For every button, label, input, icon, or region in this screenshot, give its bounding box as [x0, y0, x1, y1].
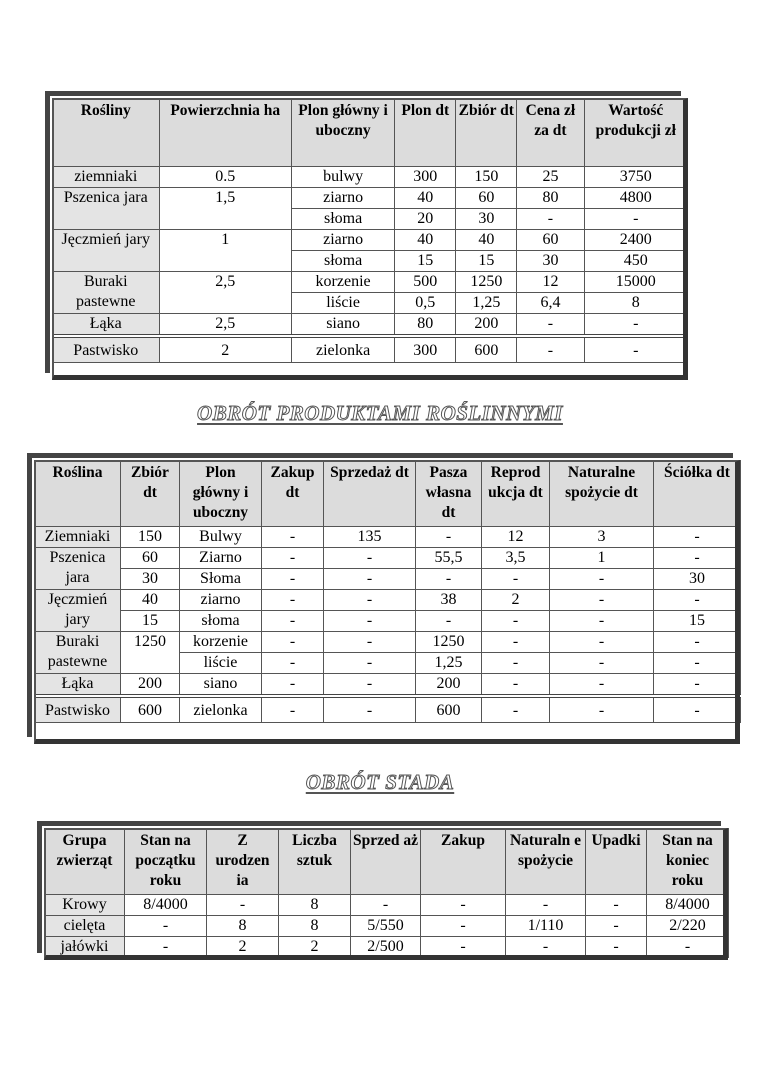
- header-cell: Plon główny i uboczny: [291, 99, 394, 167]
- table-cell: 500: [395, 272, 456, 293]
- table-cell: -: [207, 895, 279, 916]
- table-cell: 2: [207, 937, 279, 958]
- header-cell: Stan na początku roku: [125, 829, 207, 895]
- table-cell: -: [421, 895, 506, 916]
- table-cell: 2: [159, 336, 291, 362]
- table-cell: 8: [279, 916, 351, 937]
- header-cell: Rośliny: [53, 99, 160, 167]
- table-cell: -: [654, 653, 741, 674]
- table-cell: 8: [279, 895, 351, 916]
- table-cell: 4800: [584, 188, 687, 209]
- table-cell: ziarno: [291, 188, 394, 209]
- table-cell: -: [584, 336, 687, 362]
- header-cell: Roślina: [35, 461, 121, 527]
- table-cell: 60: [517, 230, 584, 251]
- crop-turnover-table: [34, 460, 741, 723]
- table-header-row: [45, 829, 729, 895]
- table-cell: 38: [416, 590, 482, 611]
- header-cell: Naturaln e spożycie: [506, 829, 586, 895]
- table-row: [35, 611, 741, 632]
- table-cell: 600: [121, 696, 180, 722]
- crop-name: Łąka: [53, 314, 160, 337]
- header-cell: Sprzedaż dt: [324, 461, 416, 527]
- table-cell: 2/220: [647, 916, 729, 937]
- table-cell: -: [262, 696, 324, 722]
- table-cell: 30: [456, 209, 517, 230]
- table-header-row: [53, 99, 688, 167]
- table-cell: 12: [517, 272, 584, 293]
- table-cell: 3750: [584, 167, 687, 188]
- table-cell: 1: [159, 230, 291, 272]
- table-cell: -: [416, 569, 482, 590]
- header-cell: Plon główny i uboczny: [180, 461, 262, 527]
- table-row: [35, 696, 741, 722]
- table-cell: 20: [395, 209, 456, 230]
- table-cell: -: [262, 653, 324, 674]
- table-cell: -: [654, 674, 741, 697]
- table-cell: -: [262, 527, 324, 548]
- header-cell: Stan na koniec roku: [647, 829, 729, 895]
- table-cell: 80: [395, 314, 456, 337]
- table-cell: -: [506, 895, 586, 916]
- table-cell: 1,5: [159, 188, 291, 230]
- table-cell: słoma: [180, 611, 262, 632]
- table-cell: Słoma: [180, 569, 262, 590]
- crop-turnover-table-frame: [34, 460, 740, 744]
- table-cell: 30: [654, 569, 741, 590]
- table-cell: 40: [121, 590, 180, 611]
- table-cell: 2: [279, 937, 351, 958]
- table-cell: 1/110: [506, 916, 586, 937]
- table-row: [35, 632, 741, 653]
- table-cell: -: [482, 611, 550, 632]
- header-cell: Zakup: [421, 829, 506, 895]
- header-cell: Naturalne spożycie dt: [550, 461, 654, 527]
- table-cell: 150: [456, 167, 517, 188]
- table-cell: 2,5: [159, 314, 291, 337]
- table-row: [45, 937, 729, 958]
- table-row: [53, 314, 688, 337]
- table-cell: 8: [584, 293, 687, 314]
- header-cell: Grupa zwierząt: [45, 829, 125, 895]
- header-cell: Upadki: [586, 829, 647, 895]
- table-cell: 25: [517, 167, 584, 188]
- table-cell: -: [324, 653, 416, 674]
- table-cell: -: [654, 548, 741, 569]
- table-cell: -: [550, 632, 654, 653]
- table-cell: -: [324, 611, 416, 632]
- table-cell: bulwy: [291, 167, 394, 188]
- table-cell: korzenie: [291, 272, 394, 293]
- table-row: [53, 336, 688, 362]
- table-cell: 8/4000: [647, 895, 729, 916]
- crop-name: Jęczmień jary: [35, 590, 121, 632]
- table-cell: 0,5: [395, 293, 456, 314]
- table-cell: 30: [121, 569, 180, 590]
- table-cell: -: [324, 632, 416, 653]
- header-cell: Pasza własna dt: [416, 461, 482, 527]
- table-cell: 300: [395, 167, 456, 188]
- table-cell: 8/4000: [125, 895, 207, 916]
- table-cell: Ziarno: [180, 548, 262, 569]
- table-cell: 300: [395, 336, 456, 362]
- table-row: [45, 916, 729, 937]
- header-cell: Zbiór dt: [121, 461, 180, 527]
- table-cell: 8: [207, 916, 279, 937]
- crop-name: Pastwisko: [53, 336, 160, 362]
- table-cell: -: [584, 314, 687, 337]
- table-cell: -: [586, 937, 647, 958]
- table-cell: 15: [395, 251, 456, 272]
- table-cell: 40: [456, 230, 517, 251]
- table-cell: 15000: [584, 272, 687, 293]
- table-cell: 40: [395, 230, 456, 251]
- table-cell: 15: [654, 611, 741, 632]
- table-cell: -: [647, 937, 729, 958]
- table-cell: -: [482, 569, 550, 590]
- table-cell: -: [482, 653, 550, 674]
- table-cell: 60: [121, 548, 180, 569]
- table-cell: 6,4: [517, 293, 584, 314]
- table-cell: -: [586, 916, 647, 937]
- crops-table: [52, 98, 688, 363]
- table-cell: -: [416, 611, 482, 632]
- table-cell: 2: [482, 590, 550, 611]
- table-cell: -: [654, 696, 741, 722]
- table-cell: -: [416, 527, 482, 548]
- crop-name: Łąka: [35, 674, 121, 697]
- table-cell: 15: [456, 251, 517, 272]
- table-cell: 1,25: [416, 653, 482, 674]
- table-cell: 600: [456, 336, 517, 362]
- table-cell: -: [550, 590, 654, 611]
- table-cell: -: [125, 937, 207, 958]
- table-cell: słoma: [291, 209, 394, 230]
- table-cell: -: [586, 895, 647, 916]
- table-cell: -: [324, 674, 416, 697]
- table-row: [53, 188, 688, 209]
- crop-name: Pszenica jara: [35, 548, 121, 590]
- header-cell: Cena zł za dt: [517, 99, 584, 167]
- crop-name: Jęczmień jary: [53, 230, 160, 272]
- table-cell: 80: [517, 188, 584, 209]
- header-cell: Zakup dt: [262, 461, 324, 527]
- table-cell: 2,5: [159, 272, 291, 314]
- table-cell: -: [421, 937, 506, 958]
- herd-turnover-table: [44, 828, 729, 958]
- table-cell: ziarno: [291, 230, 394, 251]
- animal-group-name: cielęta: [45, 916, 125, 937]
- crop-name: Buraki pastewne: [35, 632, 121, 674]
- header-cell: Powierzchnia ha: [159, 99, 291, 167]
- table-cell: 1250: [416, 632, 482, 653]
- table-cell: -: [550, 696, 654, 722]
- table-cell: -: [654, 632, 741, 653]
- table-cell: 200: [456, 314, 517, 337]
- table-cell: słoma: [291, 251, 394, 272]
- table-cell: ziarno: [180, 590, 262, 611]
- crop-name: ziemniaki: [53, 167, 160, 188]
- table-cell: -: [550, 611, 654, 632]
- table-cell: -: [262, 632, 324, 653]
- table-cell: zielonka: [180, 696, 262, 722]
- table-cell: -: [550, 569, 654, 590]
- table-cell: 200: [416, 674, 482, 697]
- animal-group-name: jałówki: [45, 937, 125, 958]
- table-cell: -: [517, 336, 584, 362]
- crop-name: Pszenica jara: [53, 188, 160, 230]
- header-cell: Sprzed aż: [351, 829, 421, 895]
- table-row: [35, 569, 741, 590]
- table-cell: 15: [121, 611, 180, 632]
- table-row: [53, 272, 688, 293]
- table-cell: 12: [482, 527, 550, 548]
- table-cell: 1: [550, 548, 654, 569]
- table-cell: 30: [517, 251, 584, 272]
- table-cell: -: [421, 916, 506, 937]
- table-cell: -: [654, 527, 741, 548]
- table-row: [35, 674, 741, 697]
- crop-name: Buraki pastewne: [53, 272, 160, 314]
- table-cell: 0.5: [159, 167, 291, 188]
- table-cell: -: [324, 590, 416, 611]
- table-cell: -: [517, 314, 584, 337]
- header-cell: Wartość produkcji zł: [584, 99, 687, 167]
- animal-group-name: Krowy: [45, 895, 125, 916]
- table-cell: -: [482, 674, 550, 697]
- header-cell: Z urodzen ia: [207, 829, 279, 895]
- table-cell: 135: [324, 527, 416, 548]
- table-row: [53, 167, 688, 188]
- table-cell: 450: [584, 251, 687, 272]
- table-cell: 1250: [121, 632, 180, 674]
- table-cell: -: [324, 569, 416, 590]
- header-cell: Ściółka dt: [654, 461, 741, 527]
- table-cell: 2/500: [351, 937, 421, 958]
- table-cell: -: [324, 696, 416, 722]
- table-row: [35, 527, 741, 548]
- table-cell: -: [654, 590, 741, 611]
- table-cell: 200: [121, 674, 180, 697]
- table-cell: 2400: [584, 230, 687, 251]
- table-cell: siano: [291, 314, 394, 337]
- table-cell: -: [506, 937, 586, 958]
- table-cell: -: [550, 674, 654, 697]
- table-cell: 150: [121, 527, 180, 548]
- crops-table-frame: [52, 98, 688, 380]
- table-cell: -: [550, 653, 654, 674]
- table-cell: siano: [180, 674, 262, 697]
- table-cell: zielonka: [291, 336, 394, 362]
- table-header-row: [35, 461, 741, 527]
- table-cell: -: [482, 696, 550, 722]
- table-cell: 60: [456, 188, 517, 209]
- table-cell: -: [262, 674, 324, 697]
- header-cell: Liczba sztuk: [279, 829, 351, 895]
- crop-name: Pastwisko: [35, 696, 121, 722]
- table-cell: 1,25: [456, 293, 517, 314]
- section-heading-crop-turnover: OBRÓT PRODUKTAMI ROŚLINNYMI: [197, 401, 563, 425]
- section-heading-herd-turnover: OBRÓT STADA: [305, 770, 455, 794]
- table-row: [35, 548, 741, 569]
- table-cell: -: [262, 569, 324, 590]
- table-row: [53, 230, 688, 251]
- table-cell: liście: [291, 293, 394, 314]
- table-cell: 1250: [456, 272, 517, 293]
- table-cell: Bulwy: [180, 527, 262, 548]
- table-cell: korzenie: [180, 632, 262, 653]
- table-row: [35, 590, 741, 611]
- crop-name: Ziemniaki: [35, 527, 121, 548]
- table-cell: 40: [395, 188, 456, 209]
- table-row: [45, 895, 729, 916]
- herd-turnover-table-frame: [44, 828, 728, 960]
- table-cell: -: [262, 590, 324, 611]
- table-cell: 3: [550, 527, 654, 548]
- table-cell: -: [262, 611, 324, 632]
- table-cell: -: [517, 209, 584, 230]
- table-cell: -: [584, 209, 687, 230]
- header-cell: Reprod ukcja dt: [482, 461, 550, 527]
- table-cell: -: [482, 632, 550, 653]
- table-cell: -: [125, 916, 207, 937]
- table-cell: -: [324, 548, 416, 569]
- table-cell: 55,5: [416, 548, 482, 569]
- table-cell: -: [262, 548, 324, 569]
- table-cell: -: [351, 895, 421, 916]
- table-cell: liście: [180, 653, 262, 674]
- header-cell: Zbiór dt: [456, 99, 517, 167]
- table-cell: 5/550: [351, 916, 421, 937]
- header-cell: Plon dt: [395, 99, 456, 167]
- table-cell: 600: [416, 696, 482, 722]
- table-cell: 3,5: [482, 548, 550, 569]
